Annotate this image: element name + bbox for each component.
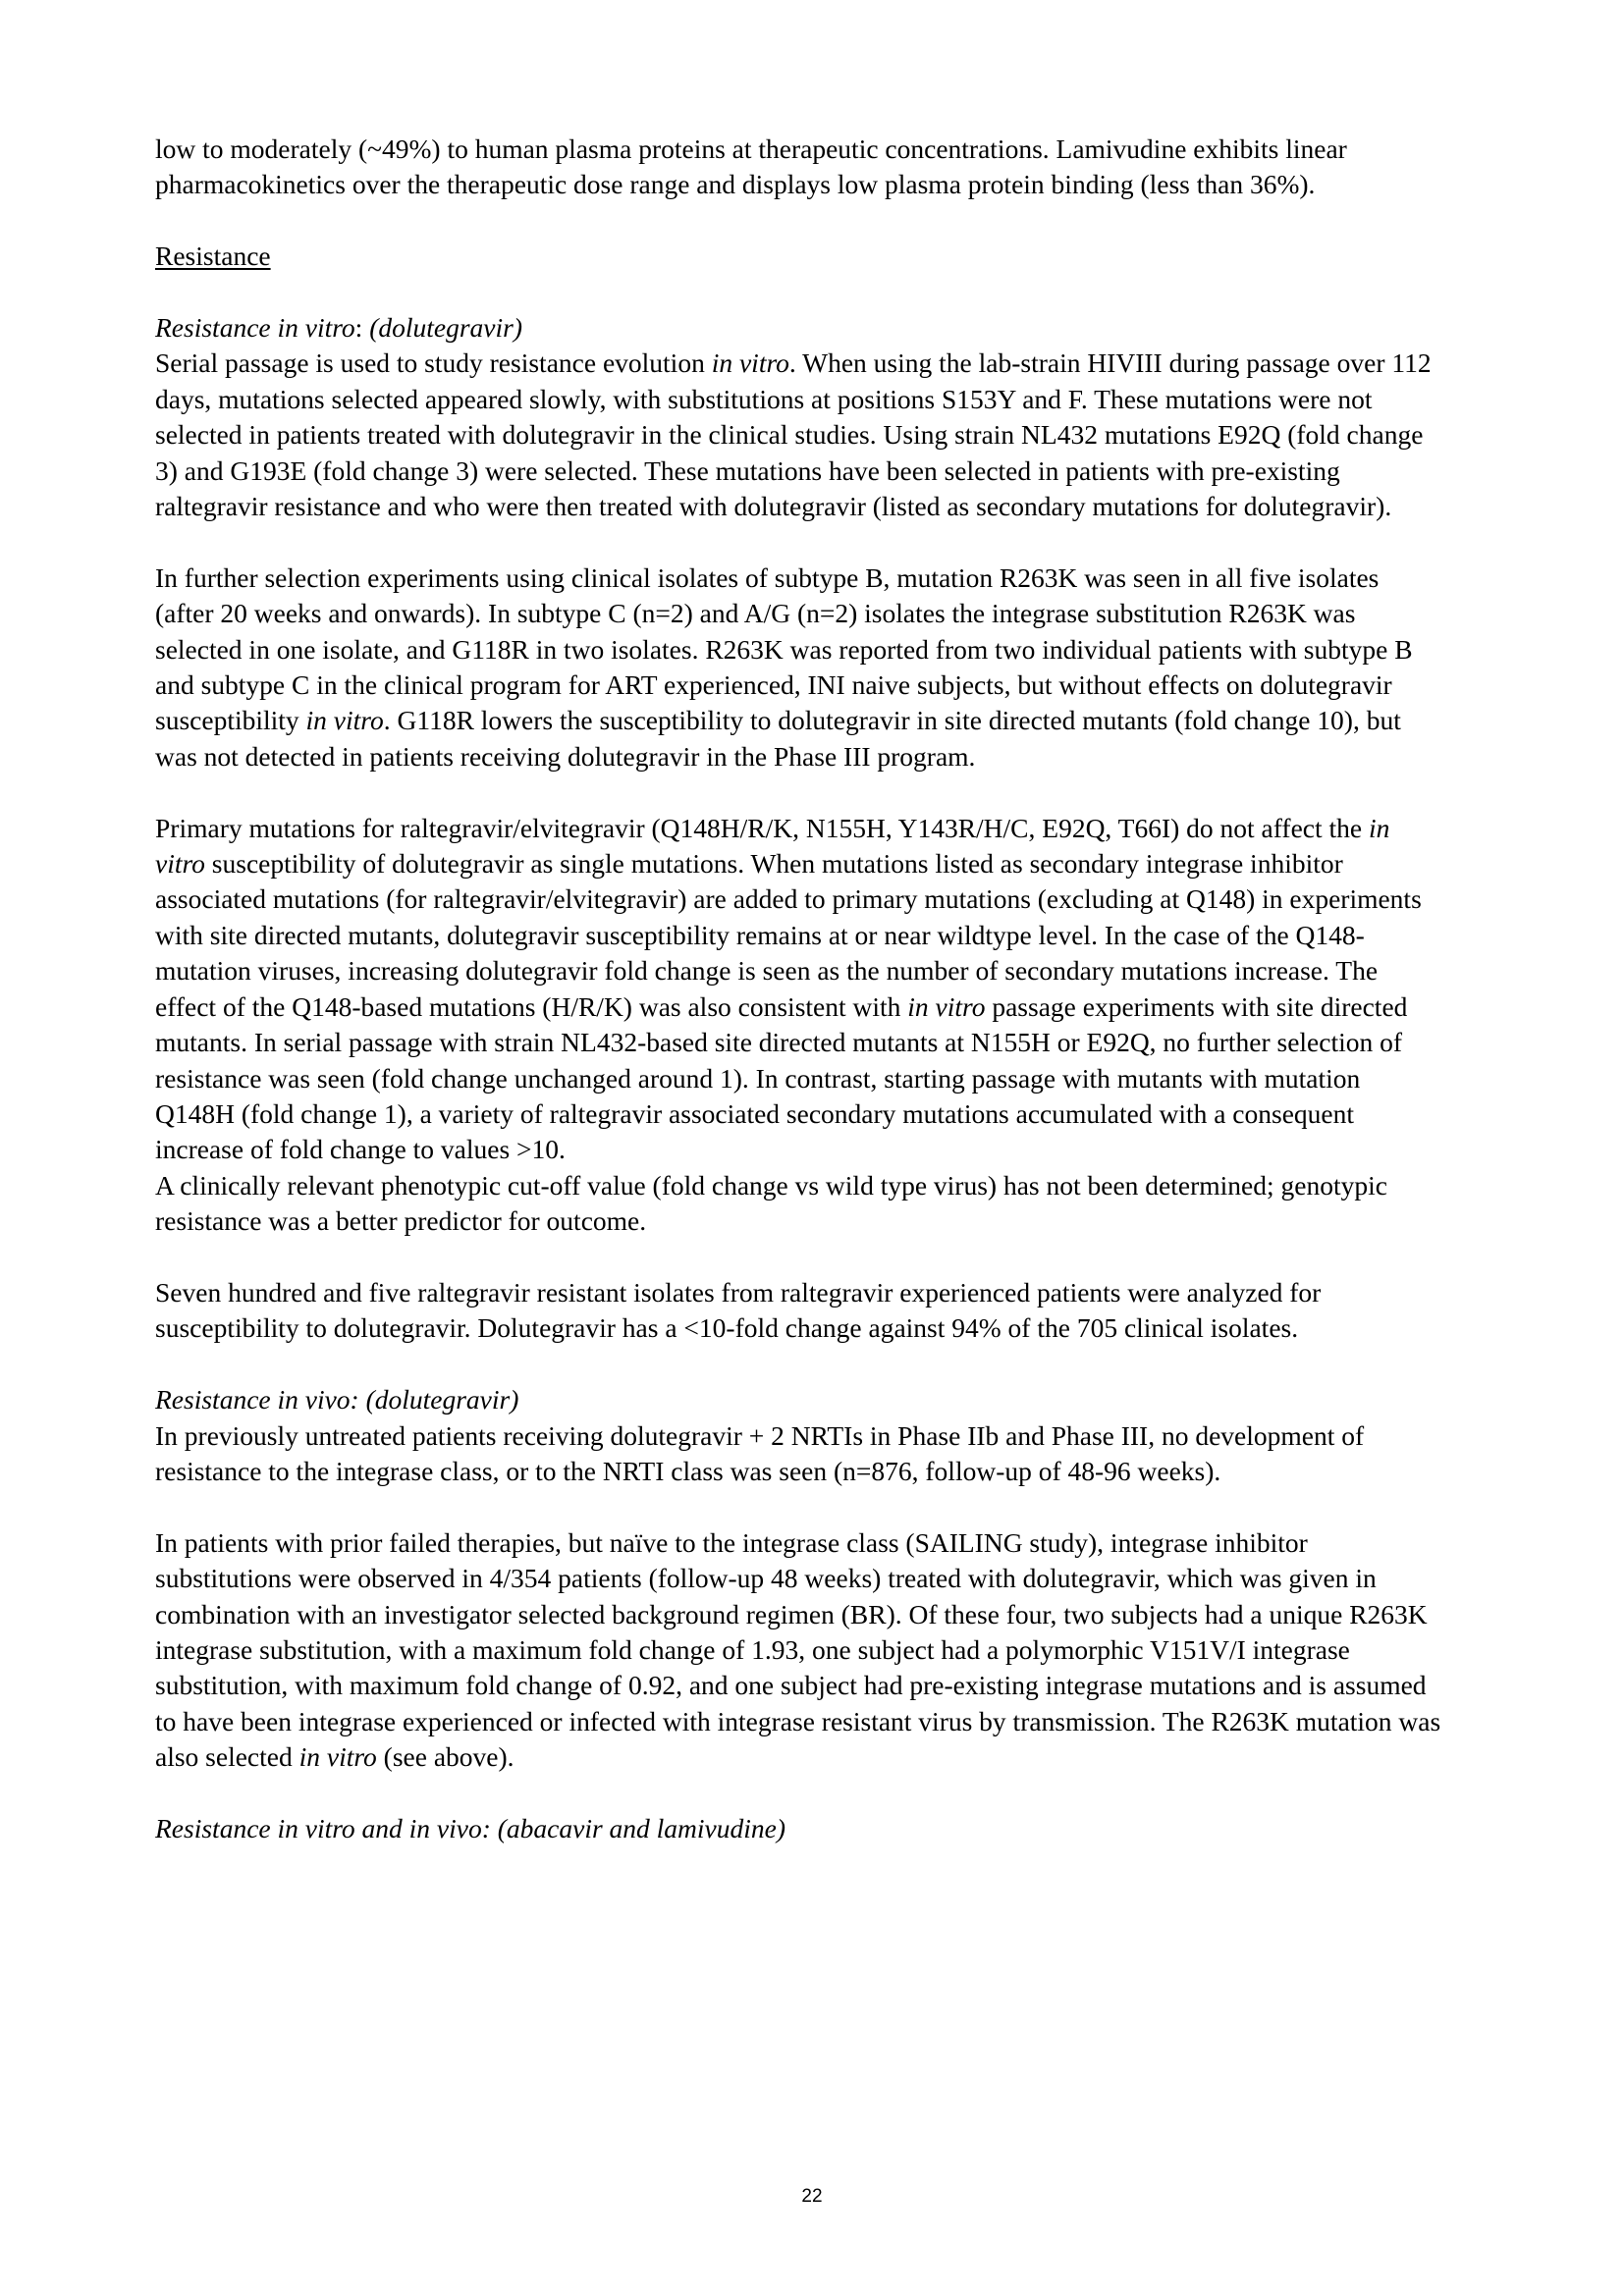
paragraph-primary-mutations: Primary mutations for raltegravir/elvitegravir (Q148H/R/K, N155H, Y143R/H/C, E92Q, T66I) do not affect the in vitro susceptibility of dolutegravir as single mutations. When mutations listed as secondary integrase inhibitor associated mutations (for raltegravir/elvitegravir) are added to primary mutations (excluding at Q148) in experiments with site directed mutants, dolutegravir susceptibility remains at or near wildtype level. In the case of the Q148-mutation viruses, increasing dolutegravir fold change is seen as the number of secondary mutations increase. The effect of the Q148-based mutations (H/R/K) was also consistent with in vitro passage experiments with site directed mutants. In serial passage with strain NL432-based site directed mutants at N155H or E92Q, no further selection of resistance was seen (fold change unchanged around 1). In contrast, starting passage with mutants with mutation Q148H (fold change 1), a variety of raltegravir associated secondary mutations accumulated with a consequent increase of fold change to values >10. (155, 812, 1422, 1165)
paragraph-resistant-isolates: Seven hundred and five raltegravir resistant isolates from raltegravir experienced patients were analyzed for susceptibility to dolutegravir. Dolutegravir has a <10-fold change against 94% of the 705 clinical isolates. (155, 1276, 1322, 1344)
paragraph-untreated-patients: In previously untreated patients receiving dolutegravir + 2 NRTIs in Phase IIb and Phase III, no development of resistance to the integrase class, or to the NRTI class was seen (n=876, follow-up of 48-96 weeks). (155, 1419, 1365, 1486)
subheading-resistance-in-vitro: Resistance in vitro: (dolutegravir) (155, 312, 522, 343)
section-heading-resistance: Resistance (155, 240, 271, 272)
page-number: 22 (801, 2186, 823, 2207)
paragraph-cut-off-value: A clinically relevant phenotypic cut-off value (fold change vs wild type virus) has not been determined; genotypic resistance was a better predictor for outcome. (155, 1169, 1387, 1237)
paragraph-prior-failed-therapies: In patients with prior failed therapies, but naïve to the integrase class (SAILING study), integrase inhibitor substitutions were observed in 4/354 patients (follow-up 48 weeks) treated with dolutegravir, which was given in combination with an investigator selected background regimen (BR). Of these four, two subjects had a unique R263K integrase substitution, with a maximum fold change of 1.93, one subject had a polymorphic V151V/I integrase substitution, with maximum fold change of 0.92, and one subject had pre-existing integrase mutations and is assumed to have been integrase experienced or infected with integrase resistant virus by transmission. The R263K mutation was also selected in vitro (see above). (155, 1526, 1441, 1773)
subheading-resistance-in-vivo: Resistance in vivo: (dolutegravir) (155, 1384, 519, 1415)
subheading-abacavir-lamivudine: Resistance in vitro and in vivo: (abacavir and lamivudine) (155, 1812, 786, 1843)
paragraph-pharmacokinetics: low to moderately (~49%) to human plasma proteins at therapeutic concentrations. Lamivudine exhibits linear pharmacokinetics over the therapeutic dose range and displays low plasma protein binding (less than 36%). (155, 133, 1347, 200)
paragraph-further-selection: In further selection experiments using clinical isolates of subtype B, mutation R263K was seen in all five isolates (after 20 weeks and onwards). In subtype C (n=2) and A/G (n=2) isolates the integrase substitution R263K was selected in one isolate, and G118R in two isolates. R263K was reported from two individual patients with subtype B and subtype C in the clinical program for ART experienced, INI naive subjects, but without effects on dolutegravir susceptibility in vitro. G118R lowers the susceptibility to dolutegravir in site directed mutants (fold change 10), but was not detected in patients receiving dolutegravir in the Phase III program. (155, 561, 1413, 772)
body-text (155, 132, 1441, 1846)
paragraph-serial-passage: Serial passage is used to study resistance evolution in vitro. When using the lab-strain HIVIII during passage over 112 days, mutations selected appeared slowly, with substitutions at positions S153Y and F. These mutations were not selected in patients treated with dolutegravir in the clinical studies. Using strain NL432 mutations E92Q (fold change 3) and G193E (fold change 3) were selected. These mutations have been selected in patients with pre-existing raltegravir resistance and who were then treated with dolutegravir (listed as secondary mutations for dolutegravir). (155, 347, 1432, 522)
